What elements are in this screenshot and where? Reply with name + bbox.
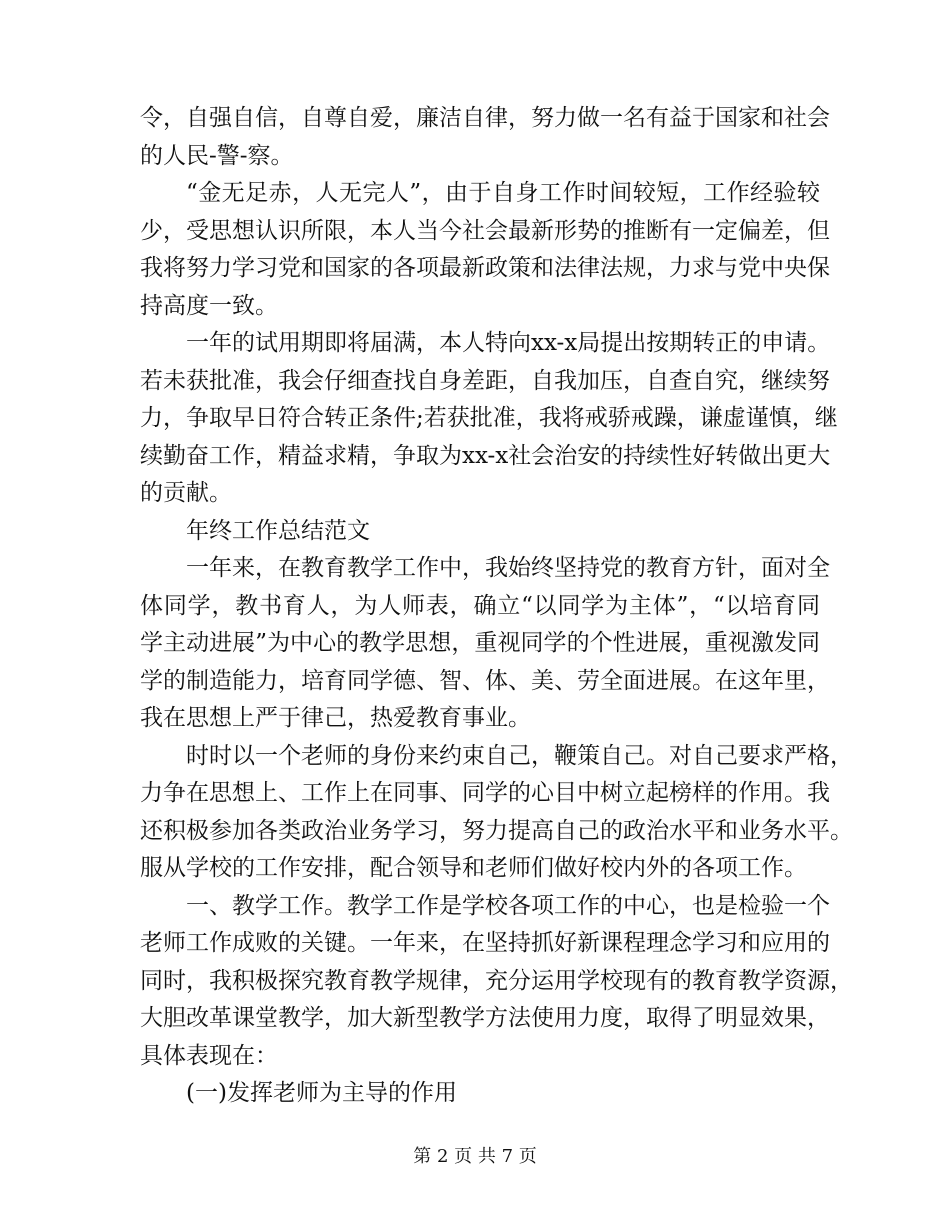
text-line: 的人民-警-察。 bbox=[140, 142, 294, 169]
text-line: 续勤奋工作，精益求精，争取为xx-x社会治安的持续性好转做出更大 bbox=[140, 442, 831, 469]
page-number-footer: 第 2 页 共 7 页 bbox=[413, 1146, 537, 1167]
text-line: 持高度一致。 bbox=[140, 292, 278, 319]
heading-text: 年终工作总结范文 bbox=[186, 517, 370, 544]
text-line: 的贡献。 bbox=[140, 480, 232, 506]
paragraph-3 bbox=[140, 325, 838, 513]
paragraph-2 bbox=[140, 175, 830, 325]
text-line: 我将努力学习党和国家的各项最新政策和法律法规，力求与党中央保 bbox=[140, 255, 830, 281]
text-line: 若未获批准，我会仔细查找自身差距，自我加压，自查自究，继续努 bbox=[140, 367, 830, 394]
text-line: 还积极参加各类政治业务学习，努力提高自己的政治水平和业务水平。 bbox=[140, 817, 853, 844]
paragraph-6 bbox=[140, 738, 853, 888]
text-line: 服从学校的工作安排，配合领导和老师们做好校内外的各项工作。 bbox=[140, 855, 807, 881]
text-line: 力，争取早日符合转正条件;若获批准，我将戒骄戒躁，谦虚谨慎，继 bbox=[140, 405, 838, 431]
text-line: 一年的试用期即将届满，本人特向xx-x局提出按期转正的申请。 bbox=[186, 330, 831, 356]
paragraph-1 bbox=[140, 100, 830, 175]
text-line: “金无足赤，人无完人”，由于自身工作时间较短，工作经验较 bbox=[186, 180, 820, 206]
subheading-text: (一)发挥老师为主导的作用 bbox=[186, 1080, 457, 1106]
text-line: 同时，我积极探究教育教学规律，充分运用学校现有的教育教学资源， bbox=[140, 967, 853, 994]
text-line: 老师工作成败的关键。一年来，在坚持抓好新课程理念学习和应用的 bbox=[140, 930, 830, 956]
text-line: 时时以一个老师的身份来约束自己，鞭策自己。对自己要求严格， bbox=[186, 742, 853, 769]
text-line: 大胆改革课堂教学，加大新型教学方法使用力度，取得了明显效果， bbox=[140, 1005, 830, 1031]
section-heading bbox=[140, 513, 820, 551]
text-line: 学的制造能力，培育同学德、智、体、美、劳全面进展。在这年里， bbox=[140, 667, 830, 694]
document-body bbox=[140, 100, 853, 1113]
text-line: 我在思想上严于律己，热爱教育事业。 bbox=[140, 705, 531, 731]
text-line: 体同学，教书育人，为人师表，确立“以同学为主体”，“以培育同 bbox=[140, 592, 820, 619]
text-line: 具体表现在： bbox=[140, 1042, 278, 1069]
paragraph-5 bbox=[140, 550, 830, 738]
text-line: 学主动进展”为中心的教学思想，重视同学的个性进展，重视激发同 bbox=[140, 630, 820, 656]
text-line: 一、教学工作。教学工作是学校各项工作的中心，也是检验一个 bbox=[186, 892, 830, 919]
text-line: 力争在思想上、工作上在同事、同学的心目中树立起榜样的作用。我 bbox=[140, 780, 830, 806]
paragraph-7 bbox=[140, 888, 853, 1076]
subheading bbox=[140, 1075, 820, 1113]
text-line: 令，自强自信，自尊自爱，廉洁自律，努力做一名有益于国家和社会 bbox=[140, 105, 830, 131]
text-line: 少，受思想认识所限，本人当今社会最新形势的推断有一定偏差，但 bbox=[140, 217, 830, 244]
text-line: 一年来，在教育教学工作中，我始终坚持党的教育方针，面对全 bbox=[186, 555, 830, 581]
